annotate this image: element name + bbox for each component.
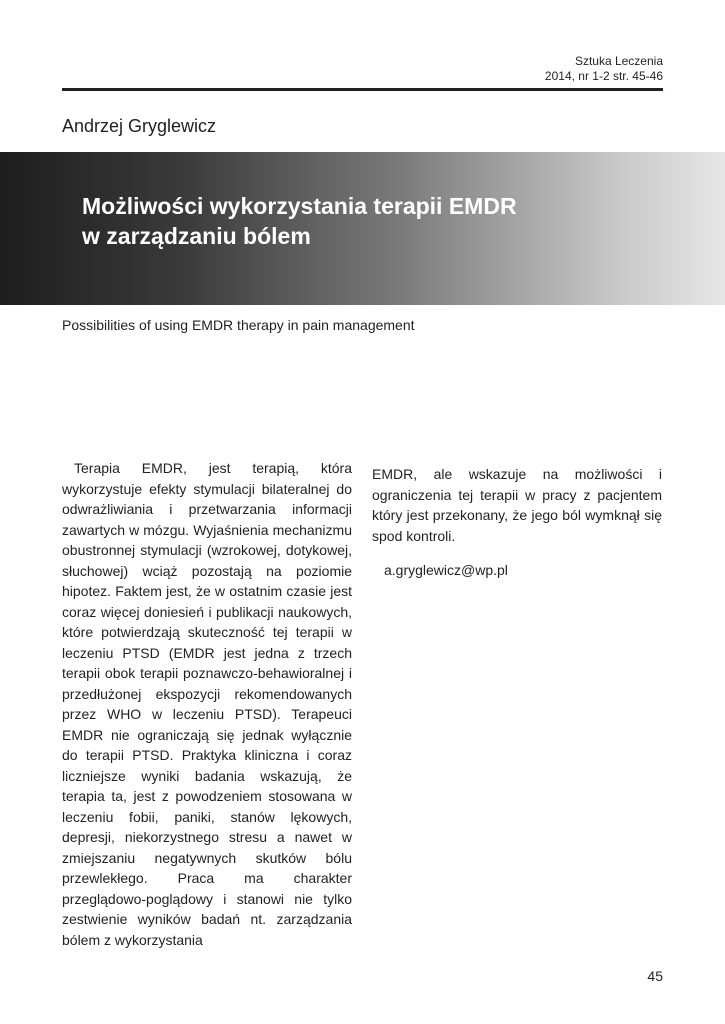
author-email[interactable]: a.gryglewicz@wp.pl <box>384 562 508 578</box>
journal-header <box>545 54 663 84</box>
body-paragraph-right: EMDR, ale wskazuje na możliwości i ograniczenia tej terapii w pracy z pacjentem który jest przekonany, że jego ból wymknął się spod kontroli. <box>372 466 662 544</box>
body-column-left <box>62 458 352 950</box>
header-rule <box>62 88 663 91</box>
title-line-2: w zarządzaniu bólem <box>82 223 311 249</box>
journal-issue: 2014, nr 1-2 str. 45-46 <box>544 69 663 83</box>
article-title <box>82 191 517 251</box>
english-subtitle: Possibilities of using EMDR therapy in pain management <box>62 317 415 333</box>
page-number: 45 <box>647 968 663 984</box>
body-paragraph-left: Terapia EMDR, jest terapią, która wykorzystuje efekty stymulacji bilateralnej do odwrażliwiania i przetwarzania informacji zawartych w mózgu. Wyjaśnienia mechanizmu obustronnej stymulacji (wzrokowej, dotykowej, słuchowej) wciąż pozostają na poziomie hipotez. Faktem jest, że w ostatnim czasie jest coraz więcej doniesień i publikacji naukowych, które potwierdzają skuteczność tej terapii w leczeniu PTSD (EMDR jest jedna z trzech terapii obok terapii poznawczo-behawioralnej i przedłużonej ekspozycji rekomendowanych przez WHO w leczeniu PTSD). Terapeuci EMDR nie ograniczają się jednak wyłącznie do terapii PTSD. Praktyka kliniczna i coraz liczniejsze wyniki badania wskazują, że terapia ta, jest z powodzeniem stosowana w leczeniu fobii, paniki, stanów lękowych, depresji, niekorzystnego stresu a nawet w zmiejszaniu negatywnych skutków bólu przewlekłego. Praca ma charakter przeglądowo-poglądowy i stanowi nie tylko zestwienie wyników badań nt. zarządzania bólem z wykorzystania <box>62 460 352 948</box>
journal-name: Sztuka Leczenia <box>574 54 663 68</box>
body-column-right <box>372 464 662 581</box>
author-name: Andrzej Gryglewicz <box>62 116 217 136</box>
title-line-1: Możliwości wykorzystania terapii EMDR <box>82 193 517 219</box>
